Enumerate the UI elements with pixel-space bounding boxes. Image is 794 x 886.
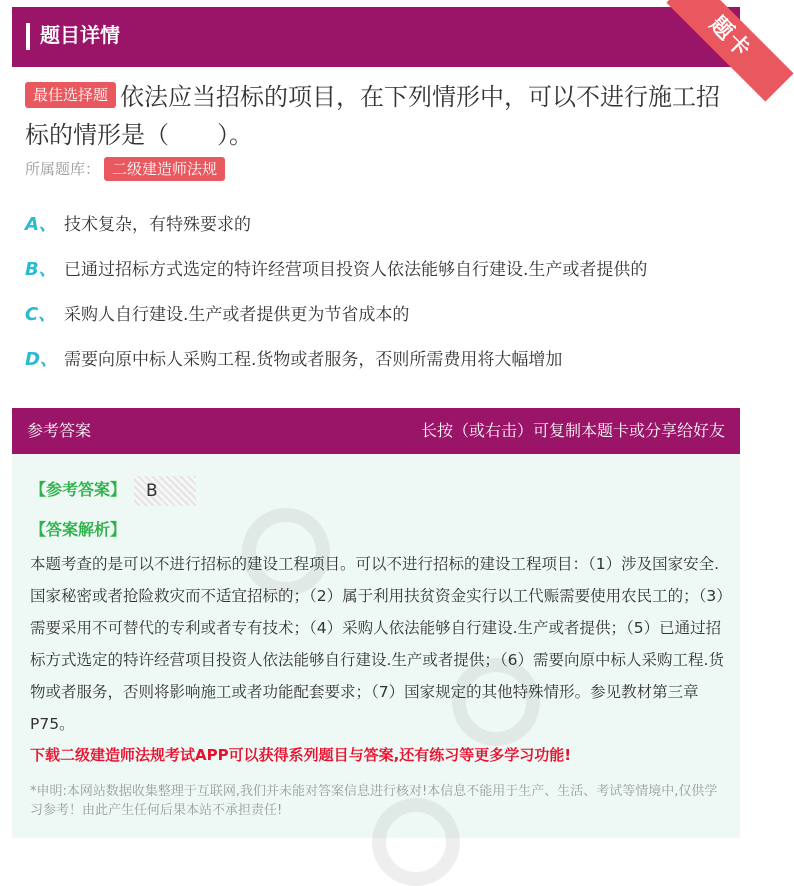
reference-answer-label: 【参考答案】: [30, 480, 127, 499]
page-title: 题目详情: [40, 23, 120, 47]
ribbon-label: 题卡: [666, 0, 793, 102]
source-tag[interactable]: 二级建造师法规: [104, 157, 225, 181]
option-text: 技术复杂，有特殊要求的: [64, 215, 251, 235]
option-text: 已通过招标方式选定的特许经营项目投资人依法能够自行建设.生产或者提供的: [64, 260, 648, 280]
ribbon-corner: [650, 0, 757, 90]
answer-section: [12, 408, 740, 838]
option-c[interactable]: [25, 301, 409, 329]
page-header: [12, 7, 740, 67]
question-stem: [25, 78, 725, 154]
option-text: 需要向原中标人采购工程.货物或者服务，否则所需费用将大幅增加: [64, 350, 563, 370]
option-d[interactable]: [25, 346, 562, 374]
option-b[interactable]: [25, 256, 647, 284]
question-source: [25, 156, 225, 182]
answer-header: [12, 408, 740, 454]
analysis-label: 【答案解析】: [30, 520, 127, 539]
question-text: 依法应当招标的项目，在下列情形中，可以不进行施工招标的情形是（ ）。: [25, 83, 721, 149]
disclaimer: *申明:本网站数据收集整理于互联网,我们并未能对答案信息进行核对!本信息不能用于生产、生活、考试等情境中,仅供学习参考！由此产生任何后果本站不承担责任!: [30, 784, 718, 818]
header-accent-bar: [26, 23, 30, 50]
option-letter: B、: [25, 259, 57, 280]
option-letter: A、: [25, 214, 57, 235]
option-letter: C、: [25, 304, 57, 325]
app-promo-link[interactable]: 下载二级建造师法规考试APP可以获得系列题目与答案,还有练习等更多学习功能!: [30, 746, 572, 764]
reference-answer-value: B: [134, 476, 196, 506]
option-text: 采购人自行建设.生产或者提供更为节省成本的: [64, 305, 410, 325]
option-a[interactable]: [25, 211, 251, 239]
question-type-badge: 最佳选择题: [25, 82, 116, 108]
share-hint[interactable]: 长按（或右击）可复制本题卡或分享给好友: [420, 421, 725, 440]
option-letter: D、: [25, 349, 58, 370]
answer-header-title: 参考答案: [27, 421, 92, 440]
analysis-text: 本题考查的是可以不进行招标的建设工程项目。可以不进行招标的建设工程项目：（1）涉及国家安全.国家秘密或者抢险救灾而不适宜招标的；（2）属于利用扶贫资金实行以工代赈需要使用农民工的；（3）需要采用不可替代的专利或者专有技术；（4）采购人依法能够自行建设.生产或者提供；（5）已通过招标方式选定的特许经营项目投资人依法能够自行建设.生产或者提供；（6）需要向原中标人采购工程.货物或者服务，否则将影响施工或者功能配套要求；（7）国家规定的其他特殊情形。参见教材第三章P75。: [30, 555, 724, 733]
source-label: 所属题库：: [25, 160, 101, 178]
